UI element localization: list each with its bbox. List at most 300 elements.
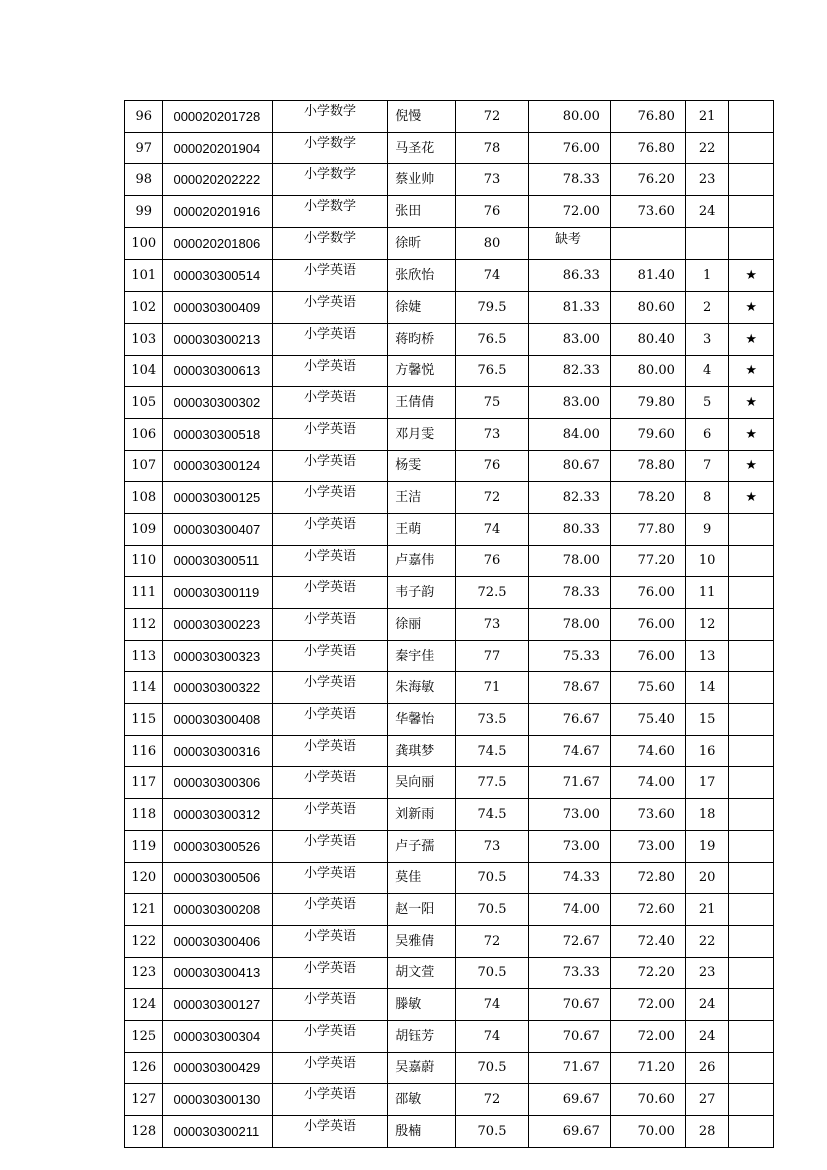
qualified-star-mark-cell: ★ — [729, 292, 774, 324]
table-body — [125, 101, 774, 1148]
interview-score-cell: 75.33 — [528, 640, 610, 672]
rank-cell: 17 — [685, 767, 729, 799]
qualified-star-mark-cell — [729, 957, 774, 989]
table-row — [125, 989, 774, 1021]
subject-cell: 小学英语 — [272, 260, 387, 292]
subject-cell: 小学数学 — [272, 101, 387, 133]
candidate-id-cell: 000030300312 — [163, 799, 272, 831]
candidate-id-cell: 000020201904 — [163, 132, 272, 164]
rank-cell: 4 — [685, 355, 729, 387]
subject-cell: 小学英语 — [272, 1052, 387, 1084]
total-score-cell: 72.00 — [610, 989, 685, 1021]
total-score-cell: 76.20 — [610, 164, 685, 196]
candidate-id-cell: 000030300130 — [163, 1084, 272, 1116]
row-number-cell: 124 — [125, 989, 163, 1021]
candidate-id-cell: 000030300407 — [163, 513, 272, 545]
candidate-name-cell: 蔡业帅 — [388, 164, 456, 196]
subject-cell: 小学英语 — [272, 1084, 387, 1116]
row-number-cell: 104 — [125, 355, 163, 387]
interview-score-cell: 83.00 — [528, 387, 610, 419]
qualified-star-mark-cell — [729, 545, 774, 577]
table-row — [125, 292, 774, 324]
interview-score-cell: 83.00 — [528, 323, 610, 355]
candidate-name-cell: 王倩倩 — [388, 387, 456, 419]
total-score-cell: 70.60 — [610, 1084, 685, 1116]
rank-cell: 26 — [685, 1052, 729, 1084]
row-number-cell: 97 — [125, 132, 163, 164]
candidate-id-cell: 000030300223 — [163, 609, 272, 641]
rank-cell: 12 — [685, 609, 729, 641]
subject-cell: 小学英语 — [272, 355, 387, 387]
total-score-cell: 72.20 — [610, 957, 685, 989]
subject-cell: 小学英语 — [272, 1020, 387, 1052]
rank-cell: 7 — [685, 450, 729, 482]
table-row — [125, 672, 774, 704]
qualified-star-mark-cell — [729, 735, 774, 767]
qualified-star-mark-cell: ★ — [729, 323, 774, 355]
row-number-cell: 101 — [125, 260, 163, 292]
interview-score-cell: 76.00 — [528, 132, 610, 164]
written-score-cell: 70.5 — [456, 894, 529, 926]
rank-cell: 16 — [685, 735, 729, 767]
candidate-name-cell: 徐丽 — [388, 609, 456, 641]
row-number-cell: 116 — [125, 735, 163, 767]
table-row — [125, 227, 774, 260]
rank-cell: 28 — [685, 1116, 729, 1148]
interview-score-cell: 78.33 — [528, 164, 610, 196]
table-row — [125, 513, 774, 545]
interview-score-cell: 缺考 — [528, 227, 610, 260]
subject-cell: 小学英语 — [272, 577, 387, 609]
row-number-cell: 126 — [125, 1052, 163, 1084]
candidate-name-cell: 吴嘉蔚 — [388, 1052, 456, 1084]
subject-cell: 小学英语 — [272, 957, 387, 989]
written-score-cell: 72 — [456, 101, 529, 133]
candidate-name-cell: 莫佳 — [388, 862, 456, 894]
total-score-cell: 74.60 — [610, 735, 685, 767]
subject-cell: 小学英语 — [272, 387, 387, 419]
rank-cell: 11 — [685, 577, 729, 609]
total-score-cell: 73.60 — [610, 799, 685, 831]
total-score-cell: 76.80 — [610, 101, 685, 133]
written-score-cell: 77 — [456, 640, 529, 672]
total-score-cell — [610, 227, 685, 260]
candidate-id-cell: 000030300406 — [163, 925, 272, 957]
rank-cell: 27 — [685, 1084, 729, 1116]
written-score-cell: 74 — [456, 513, 529, 545]
interview-score-cell: 70.67 — [528, 989, 610, 1021]
row-number-cell: 119 — [125, 830, 163, 862]
rank-cell: 23 — [685, 164, 729, 196]
candidate-id-cell: 000030300514 — [163, 260, 272, 292]
subject-cell: 小学英语 — [272, 482, 387, 514]
qualified-star-mark-cell — [729, 227, 774, 260]
rank-cell: 9 — [685, 513, 729, 545]
candidate-id-cell: 000020202222 — [163, 164, 272, 196]
interview-score-cell: 86.33 — [528, 260, 610, 292]
subject-cell: 小学数学 — [272, 227, 387, 260]
candidate-id-cell: 000030300208 — [163, 894, 272, 926]
row-number-cell: 125 — [125, 1020, 163, 1052]
candidate-id-cell: 000030300506 — [163, 862, 272, 894]
rank-cell: 8 — [685, 482, 729, 514]
candidate-name-cell: 张欣怡 — [388, 260, 456, 292]
qualified-star-mark-cell — [729, 101, 774, 133]
qualified-star-mark-cell — [729, 1020, 774, 1052]
subject-cell: 小学英语 — [272, 609, 387, 641]
written-score-cell: 80 — [456, 227, 529, 260]
row-number-cell: 122 — [125, 925, 163, 957]
subject-cell: 小学英语 — [272, 640, 387, 672]
interview-score-cell: 78.00 — [528, 609, 610, 641]
written-score-cell: 70.5 — [456, 1052, 529, 1084]
qualified-star-mark-cell — [729, 989, 774, 1021]
total-score-cell: 73.60 — [610, 196, 685, 228]
written-score-cell: 70.5 — [456, 1116, 529, 1148]
candidate-name-cell: 赵一阳 — [388, 894, 456, 926]
qualified-star-mark-cell — [729, 799, 774, 831]
total-score-cell: 76.00 — [610, 640, 685, 672]
candidate-id-cell: 000030300429 — [163, 1052, 272, 1084]
qualified-star-mark-cell — [729, 894, 774, 926]
written-score-cell: 76 — [456, 545, 529, 577]
candidate-name-cell: 徐婕 — [388, 292, 456, 324]
total-score-cell: 75.40 — [610, 704, 685, 736]
qualified-star-mark-cell — [729, 704, 774, 736]
candidate-id-cell: 000030300125 — [163, 482, 272, 514]
interview-score-cell: 73.33 — [528, 957, 610, 989]
total-score-cell: 80.60 — [610, 292, 685, 324]
row-number-cell: 110 — [125, 545, 163, 577]
rank-cell: 22 — [685, 132, 729, 164]
written-score-cell: 74 — [456, 260, 529, 292]
interview-score-cell: 78.33 — [528, 577, 610, 609]
written-score-cell: 72 — [456, 925, 529, 957]
written-score-cell: 77.5 — [456, 767, 529, 799]
table-row — [125, 323, 774, 355]
candidate-name-cell: 徐昕 — [388, 227, 456, 260]
qualified-star-mark-cell: ★ — [729, 418, 774, 450]
row-number-cell: 106 — [125, 418, 163, 450]
total-score-cell: 76.00 — [610, 577, 685, 609]
rank-cell: 22 — [685, 925, 729, 957]
total-score-cell: 79.60 — [610, 418, 685, 450]
table-row — [125, 1084, 774, 1116]
total-score-cell: 72.40 — [610, 925, 685, 957]
candidate-id-cell: 000030300323 — [163, 640, 272, 672]
candidate-name-cell: 滕敏 — [388, 989, 456, 1021]
rank-cell: 2 — [685, 292, 729, 324]
candidate-id-cell: 000030300413 — [163, 957, 272, 989]
candidate-name-cell: 华馨怡 — [388, 704, 456, 736]
candidate-name-cell: 邵敏 — [388, 1084, 456, 1116]
total-score-cell: 78.80 — [610, 450, 685, 482]
interview-score-cell: 73.00 — [528, 830, 610, 862]
subject-cell: 小学英语 — [272, 830, 387, 862]
candidate-id-cell: 000030300119 — [163, 577, 272, 609]
interview-score-cell: 76.67 — [528, 704, 610, 736]
subject-cell: 小学英语 — [272, 1116, 387, 1148]
table-row — [125, 735, 774, 767]
interview-score-cell: 72.67 — [528, 925, 610, 957]
candidate-name-cell: 王洁 — [388, 482, 456, 514]
candidate-name-cell: 刘新雨 — [388, 799, 456, 831]
table-row — [125, 482, 774, 514]
candidate-name-cell: 胡文萱 — [388, 957, 456, 989]
written-score-cell: 70.5 — [456, 862, 529, 894]
rank-cell: 3 — [685, 323, 729, 355]
total-score-cell: 78.20 — [610, 482, 685, 514]
row-number-cell: 120 — [125, 862, 163, 894]
written-score-cell: 79.5 — [456, 292, 529, 324]
qualified-star-mark-cell — [729, 132, 774, 164]
row-number-cell: 99 — [125, 196, 163, 228]
qualified-star-mark-cell — [729, 1084, 774, 1116]
row-number-cell: 96 — [125, 101, 163, 133]
candidate-name-cell: 吴向丽 — [388, 767, 456, 799]
written-score-cell: 72 — [456, 1084, 529, 1116]
qualified-star-mark-cell — [729, 609, 774, 641]
table-row — [125, 545, 774, 577]
qualified-star-mark-cell — [729, 830, 774, 862]
interview-score-cell: 82.33 — [528, 482, 610, 514]
rank-cell: 18 — [685, 799, 729, 831]
rank-cell: 21 — [685, 101, 729, 133]
candidate-name-cell: 秦宇佳 — [388, 640, 456, 672]
total-score-cell: 73.00 — [610, 830, 685, 862]
subject-cell: 小学英语 — [272, 450, 387, 482]
table-row — [125, 704, 774, 736]
rank-cell: 5 — [685, 387, 729, 419]
total-score-cell: 75.60 — [610, 672, 685, 704]
candidate-name-cell: 张田 — [388, 196, 456, 228]
written-score-cell: 73 — [456, 830, 529, 862]
candidate-name-cell: 朱海敏 — [388, 672, 456, 704]
subject-cell: 小学英语 — [272, 323, 387, 355]
candidate-id-cell: 000030300124 — [163, 450, 272, 482]
qualified-star-mark-cell: ★ — [729, 355, 774, 387]
qualified-star-mark-cell: ★ — [729, 450, 774, 482]
row-number-cell: 118 — [125, 799, 163, 831]
interview-score-cell: 78.67 — [528, 672, 610, 704]
interview-score-cell: 82.33 — [528, 355, 610, 387]
interview-score-cell: 81.33 — [528, 292, 610, 324]
rank-cell: 23 — [685, 957, 729, 989]
table-row — [125, 196, 774, 228]
written-score-cell: 70.5 — [456, 957, 529, 989]
candidate-id-cell: 000030300213 — [163, 323, 272, 355]
rank-cell: 19 — [685, 830, 729, 862]
interview-score-cell: 74.33 — [528, 862, 610, 894]
candidate-id-cell: 000030300511 — [163, 545, 272, 577]
candidate-name-cell: 韦子韵 — [388, 577, 456, 609]
total-score-cell: 72.00 — [610, 1020, 685, 1052]
total-score-cell: 80.00 — [610, 355, 685, 387]
table-row — [125, 894, 774, 926]
subject-cell: 小学英语 — [272, 989, 387, 1021]
qualified-star-mark-cell — [729, 577, 774, 609]
written-score-cell: 71 — [456, 672, 529, 704]
interview-score-cell: 74.67 — [528, 735, 610, 767]
interview-score-cell: 80.33 — [528, 513, 610, 545]
table-row — [125, 830, 774, 862]
table-row — [125, 609, 774, 641]
row-number-cell: 100 — [125, 227, 163, 260]
interview-score-cell: 72.00 — [528, 196, 610, 228]
interview-score-cell: 69.67 — [528, 1116, 610, 1148]
candidate-id-cell: 000030300322 — [163, 672, 272, 704]
written-score-cell: 74 — [456, 989, 529, 1021]
table-row — [125, 799, 774, 831]
table-row — [125, 862, 774, 894]
candidate-name-cell: 邓月雯 — [388, 418, 456, 450]
subject-cell: 小学英语 — [272, 704, 387, 736]
rank-cell: 1 — [685, 260, 729, 292]
candidate-name-cell: 卢嘉伟 — [388, 545, 456, 577]
total-score-cell: 76.80 — [610, 132, 685, 164]
rank-cell: 20 — [685, 862, 729, 894]
total-score-cell: 71.20 — [610, 1052, 685, 1084]
written-score-cell: 73 — [456, 609, 529, 641]
interview-score-cell: 71.67 — [528, 1052, 610, 1084]
candidate-id-cell: 000020201916 — [163, 196, 272, 228]
subject-cell: 小学英语 — [272, 799, 387, 831]
qualified-star-mark-cell — [729, 767, 774, 799]
interview-score-cell: 80.67 — [528, 450, 610, 482]
total-score-cell: 72.80 — [610, 862, 685, 894]
row-number-cell: 112 — [125, 609, 163, 641]
written-score-cell: 76 — [456, 450, 529, 482]
subject-cell: 小学英语 — [272, 894, 387, 926]
written-score-cell: 76 — [456, 196, 529, 228]
candidate-id-cell: 000020201806 — [163, 227, 272, 260]
written-score-cell: 75 — [456, 387, 529, 419]
qualified-star-mark-cell — [729, 1052, 774, 1084]
table-row — [125, 101, 774, 133]
table-row — [125, 1116, 774, 1148]
table-row — [125, 957, 774, 989]
candidate-name-cell: 倪慢 — [388, 101, 456, 133]
written-score-cell: 74 — [456, 1020, 529, 1052]
table-row — [125, 1052, 774, 1084]
total-score-cell: 74.00 — [610, 767, 685, 799]
candidate-name-cell: 蒋昀桥 — [388, 323, 456, 355]
written-score-cell: 73 — [456, 164, 529, 196]
rank-cell: 24 — [685, 196, 729, 228]
subject-cell: 小学英语 — [272, 925, 387, 957]
qualified-star-mark-cell — [729, 1116, 774, 1148]
written-score-cell: 72.5 — [456, 577, 529, 609]
subject-cell: 小学数学 — [272, 164, 387, 196]
total-score-cell: 81.40 — [610, 260, 685, 292]
table-row — [125, 1020, 774, 1052]
total-score-cell: 72.60 — [610, 894, 685, 926]
table-row — [125, 164, 774, 196]
table-row — [125, 132, 774, 164]
interview-score-cell: 73.00 — [528, 799, 610, 831]
candidate-name-cell: 胡钰芳 — [388, 1020, 456, 1052]
total-score-cell: 80.40 — [610, 323, 685, 355]
candidate-name-cell: 王萌 — [388, 513, 456, 545]
candidate-id-cell: 000030300613 — [163, 355, 272, 387]
candidate-name-cell: 吴雅倩 — [388, 925, 456, 957]
written-score-cell: 74.5 — [456, 799, 529, 831]
candidate-name-cell: 龚琪梦 — [388, 735, 456, 767]
interview-score-cell: 74.00 — [528, 894, 610, 926]
written-score-cell: 72 — [456, 482, 529, 514]
qualified-star-mark-cell — [729, 513, 774, 545]
candidate-name-cell: 殷楠 — [388, 1116, 456, 1148]
rank-cell: 6 — [685, 418, 729, 450]
candidate-id-cell: 000030300408 — [163, 704, 272, 736]
candidate-id-cell: 000020201728 — [163, 101, 272, 133]
subject-cell: 小学英语 — [272, 862, 387, 894]
row-number-cell: 121 — [125, 894, 163, 926]
subject-cell: 小学英语 — [272, 767, 387, 799]
candidate-name-cell: 杨雯 — [388, 450, 456, 482]
written-score-cell: 73 — [456, 418, 529, 450]
qualified-star-mark-cell: ★ — [729, 482, 774, 514]
score-table — [124, 100, 774, 1148]
table-row — [125, 355, 774, 387]
interview-score-cell: 80.00 — [528, 101, 610, 133]
row-number-cell: 127 — [125, 1084, 163, 1116]
written-score-cell: 73.5 — [456, 704, 529, 736]
written-score-cell: 78 — [456, 132, 529, 164]
row-number-cell: 98 — [125, 164, 163, 196]
rank-cell: 13 — [685, 640, 729, 672]
row-number-cell: 128 — [125, 1116, 163, 1148]
row-number-cell: 103 — [125, 323, 163, 355]
candidate-id-cell: 000030300526 — [163, 830, 272, 862]
subject-cell: 小学数学 — [272, 132, 387, 164]
interview-score-cell: 69.67 — [528, 1084, 610, 1116]
written-score-cell: 76.5 — [456, 355, 529, 387]
qualified-star-mark-cell: ★ — [729, 387, 774, 419]
interview-score-cell: 71.67 — [528, 767, 610, 799]
table-row — [125, 640, 774, 672]
written-score-cell: 76.5 — [456, 323, 529, 355]
candidate-id-cell: 000030300518 — [163, 418, 272, 450]
row-number-cell: 123 — [125, 957, 163, 989]
table-row — [125, 260, 774, 292]
row-number-cell: 102 — [125, 292, 163, 324]
rank-cell — [685, 227, 729, 260]
candidate-id-cell: 000030300302 — [163, 387, 272, 419]
row-number-cell: 105 — [125, 387, 163, 419]
total-score-cell: 77.80 — [610, 513, 685, 545]
row-number-cell: 109 — [125, 513, 163, 545]
candidate-id-cell: 000030300304 — [163, 1020, 272, 1052]
candidate-id-cell: 000030300127 — [163, 989, 272, 1021]
candidate-id-cell: 000030300316 — [163, 735, 272, 767]
subject-cell: 小学英语 — [272, 418, 387, 450]
row-number-cell: 113 — [125, 640, 163, 672]
table-row — [125, 450, 774, 482]
qualified-star-mark-cell — [729, 164, 774, 196]
qualified-star-mark-cell — [729, 672, 774, 704]
subject-cell: 小学英语 — [272, 513, 387, 545]
row-number-cell: 107 — [125, 450, 163, 482]
written-score-cell: 74.5 — [456, 735, 529, 767]
total-score-cell: 70.00 — [610, 1116, 685, 1148]
row-number-cell: 108 — [125, 482, 163, 514]
qualified-star-mark-cell — [729, 862, 774, 894]
interview-score-cell: 78.00 — [528, 545, 610, 577]
qualified-star-mark-cell — [729, 196, 774, 228]
qualified-star-mark-cell — [729, 925, 774, 957]
row-number-cell: 115 — [125, 704, 163, 736]
